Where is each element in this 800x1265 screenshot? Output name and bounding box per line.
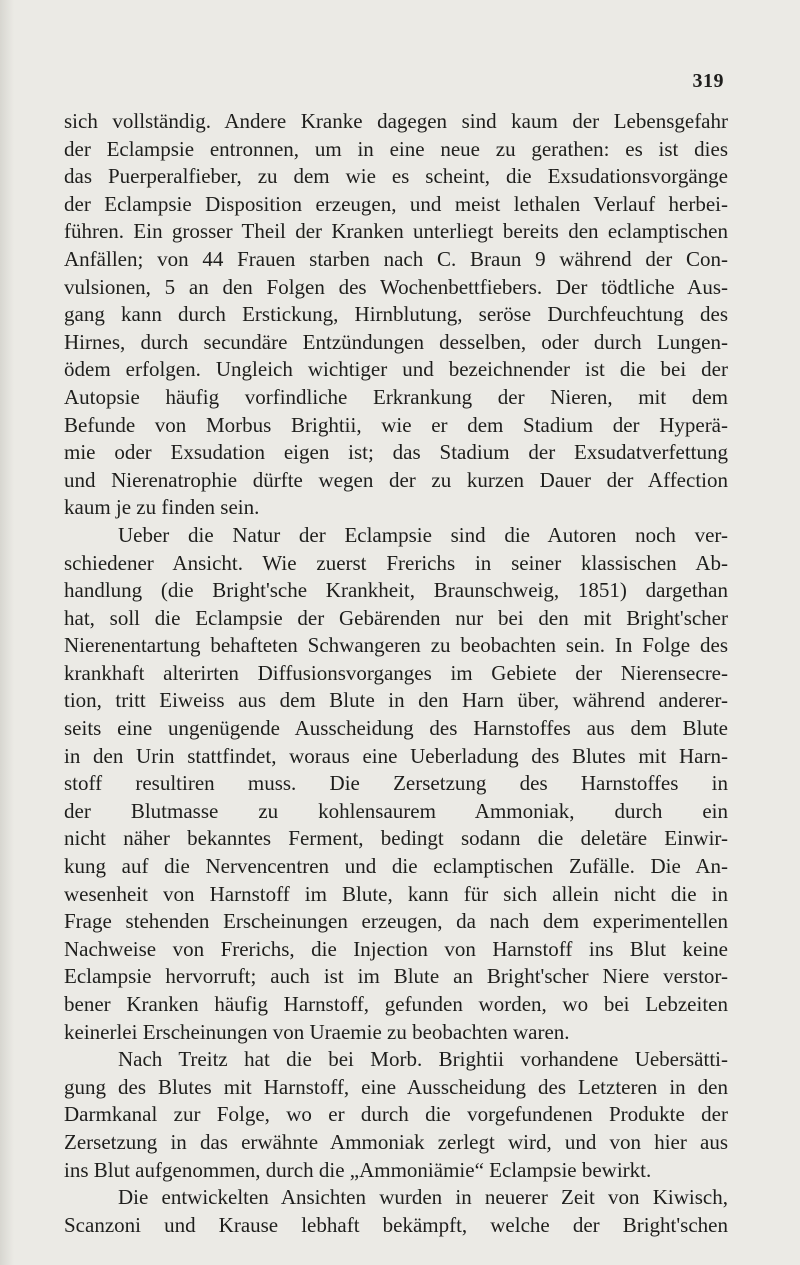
text-line: handlung (die Bright'sche Krankheit, Braunschweig, 1851) dargethan bbox=[64, 578, 728, 603]
page-fold-shadow bbox=[0, 0, 14, 1265]
text-line: keinerlei Erscheinungen von Uraemie zu beobachten waren. bbox=[64, 1019, 570, 1044]
text-line: stoff resultiren muss. Die Zersetzung des Harnstoffes in bbox=[64, 771, 728, 796]
page-number: 319 bbox=[692, 70, 724, 92]
text-line: Nachweise von Frerichs, die Injection von Harnstoff ins Blut keine bbox=[64, 936, 728, 961]
text-line: Autopsie häufig vorfindliche Erkrankung der Nieren, mit dem bbox=[64, 384, 728, 409]
text-line: nicht näher bekanntes Ferment, bedingt sodann die deletäre Einwir- bbox=[64, 826, 728, 851]
text-line: Hirnes, durch secundäre Entzündungen desselben, oder durch Lungen- bbox=[64, 329, 728, 354]
text-line: Zersetzung in das erwähnte Ammoniak zerlegt wird, und von hier aus bbox=[64, 1129, 728, 1154]
text-line: gang kann durch Erstickung, Hirnblutung, seröse Durchfeuchtung des bbox=[64, 302, 728, 327]
text-line: der Eclampsie Disposition erzeugen, und meist lethalen Verlauf herbei- bbox=[64, 191, 728, 216]
text-line: vulsionen, 5 an den Folgen des Wochenbettfiebers. Der tödtliche Aus- bbox=[64, 274, 728, 299]
text-line: führen. Ein grosser Theil der Kranken unterliegt bereits den eclamptischen bbox=[64, 219, 728, 244]
text-line: schiedener Ansicht. Wie zuerst Frerichs in seiner klassischen Ab- bbox=[64, 550, 728, 575]
text-line: kung auf die Nervencentren und die eclamptischen Zufälle. Die An- bbox=[64, 854, 728, 879]
text-line: ödem erfolgen. Ungleich wichtiger und bezeichnender ist die bei der bbox=[64, 357, 728, 382]
text-line: Anfällen; von 44 Frauen starben nach C. Braun 9 während der Con- bbox=[64, 246, 728, 271]
text-line: kaum je zu finden sein. bbox=[64, 495, 260, 520]
text-line: tion, tritt Eiweiss aus dem Blute in den Harn über, während anderer- bbox=[64, 688, 728, 713]
text-line: Befunde von Morbus Brightii, wie er dem Stadium der Hyperä- bbox=[64, 412, 728, 437]
text-line: Ueber die Natur der Eclampsie sind die Autoren noch ver- bbox=[118, 522, 728, 547]
text-line: Nach Treitz hat die bei Morb. Brightii vorhandene Uebersätti- bbox=[118, 1047, 728, 1072]
text-line: und Nierenatrophie dürfte wegen der zu kurzen Dauer der Affection bbox=[64, 467, 728, 492]
text-line: Scanzoni und Krause lebhaft bekämpft, welche der Bright'schen bbox=[64, 1212, 728, 1237]
text-line: das Puerperalfieber, zu dem wie es scheint, die Exsudationsvorgänge bbox=[64, 164, 728, 189]
text-line: Frage stehenden Erscheinungen erzeugen, da nach dem experimentellen bbox=[64, 909, 728, 934]
text-line: bener Kranken häufig Harnstoff, gefunden worden, wo bei Lebzeiten bbox=[64, 992, 728, 1016]
text-line: sich vollständig. Andere Kranke dagegen sind kaum der Lebensgefahr bbox=[64, 109, 728, 133]
body-text bbox=[64, 108, 728, 1239]
text-line: wesenheit von Harnstoff im Blute, kann für sich allein nicht die in bbox=[64, 881, 728, 906]
text-line: der Eclampsie entronnen, um in eine neue zu gerathen: es ist dies bbox=[64, 136, 728, 161]
text-line: hat, soll die Eclampsie der Gebärenden nur bei den mit Bright'scher bbox=[64, 605, 728, 630]
text-line: gung des Blutes mit Harnstoff, eine Ausscheidung des Letzteren in den bbox=[64, 1074, 728, 1099]
text-line: Die entwickelten Ansichten wurden in neuerer Zeit von Kiwisch, bbox=[118, 1185, 728, 1210]
text-line: mie oder Exsudation eigen ist; das Stadium der Exsudatverfettung bbox=[64, 440, 728, 465]
text-line: Nierenentartung behafteten Schwangeren zu beobachten sein. In Folge des bbox=[64, 633, 728, 658]
text-line: krankhaft alterirten Diffusionsvorganges im Gebiete der Nierensecre- bbox=[64, 660, 728, 685]
text-line: in den Urin stattfindet, woraus eine Ueberladung des Blutes mit Harn- bbox=[64, 743, 728, 768]
text-line: Darmkanal zur Folge, wo er durch die vorgefundenen Produkte der bbox=[64, 1102, 728, 1127]
text-line: der Blutmasse zu kohlensaurem Ammoniak, durch ein bbox=[64, 798, 728, 823]
text-line: Eclampsie hervorruft; auch ist im Blute an Bright'scher Niere verstor- bbox=[64, 964, 728, 989]
text-line: ins Blut aufgenommen, durch die „Ammoniämie“ Eclampsie bewirkt. bbox=[64, 1157, 652, 1182]
text-line: seits eine ungenügende Ausscheidung des Harnstoffes aus dem Blute bbox=[64, 716, 728, 741]
